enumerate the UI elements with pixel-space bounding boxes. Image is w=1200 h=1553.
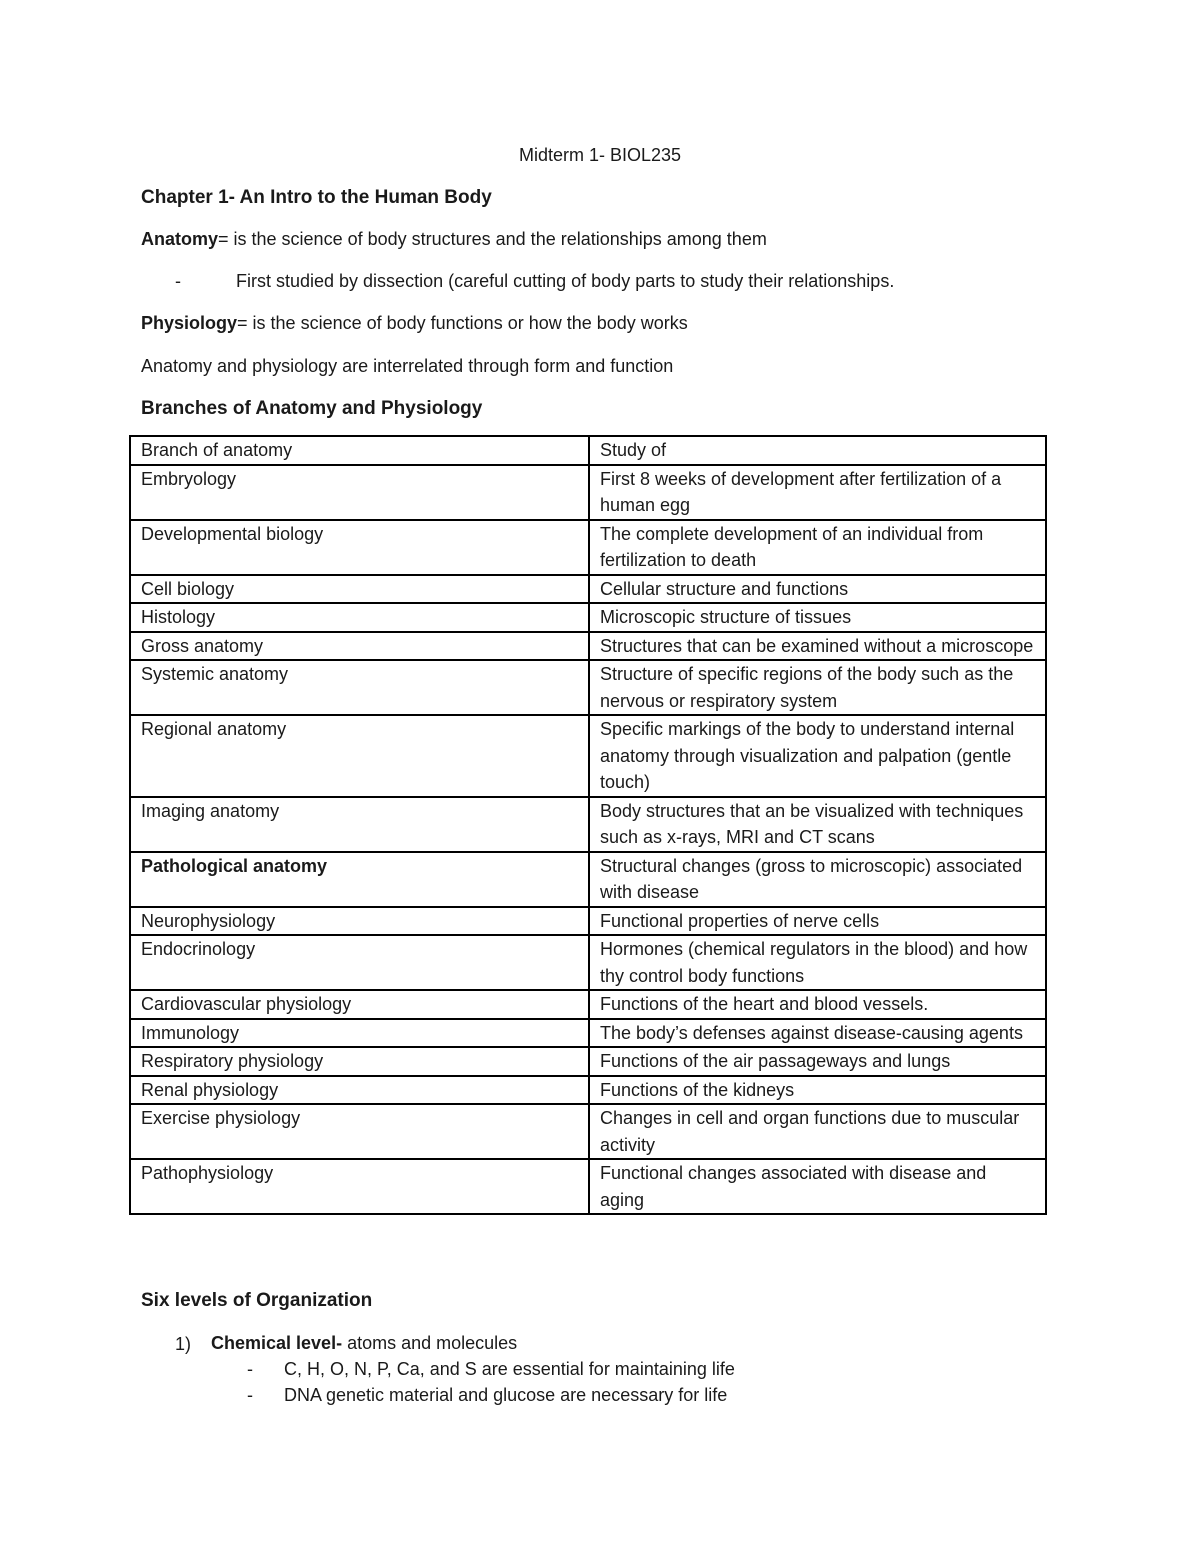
table-row [130, 1076, 1046, 1105]
study-of-cell: Structure of specific regions of the body such as the nervous or respiratory system [589, 660, 1046, 715]
study-of-cell: The complete development of an individual from fertilization to death [589, 520, 1046, 575]
branches-heading: Branches of Anatomy and Physiology [141, 398, 483, 419]
physiology-term: Physiology [141, 313, 238, 333]
branch-name-cell: Pathological anatomy [130, 852, 589, 907]
level-term: Chemical level- [211, 1333, 343, 1353]
table-row [130, 465, 1046, 520]
branch-name-cell: Endocrinology [130, 935, 589, 990]
branch-name-cell: Pathophysiology [130, 1159, 589, 1214]
study-of-cell: Microscopic structure of tissues [589, 603, 1046, 632]
branch-name-cell: Developmental biology [130, 520, 589, 575]
study-of-cell: Changes in cell and organ functions due to muscular activity [589, 1104, 1046, 1159]
physiology-def-text: = is the science of body functions or how the body works [237, 313, 688, 333]
table-row [130, 520, 1046, 575]
branch-name-cell: Respiratory physiology [130, 1047, 589, 1076]
document-title: Midterm 1- BIOL235 [518, 145, 682, 165]
anatomy-bullet [175, 271, 894, 292]
branch-name-cell: Embryology [130, 465, 589, 520]
level-bullet [247, 1359, 735, 1380]
branch-name-cell: Cell biology [130, 575, 589, 604]
physiology-definition [141, 313, 688, 334]
table-row [130, 797, 1046, 852]
anatomy-term: Anatomy [141, 229, 219, 249]
table-row [130, 575, 1046, 604]
table-row [130, 1104, 1046, 1159]
bullet-dash: - [175, 271, 181, 291]
table-header-cell: Branch of anatomy [130, 436, 589, 465]
branch-name-cell: Imaging anatomy [130, 797, 589, 852]
bullet-dash: - [247, 1385, 253, 1405]
study-of-cell: Cellular structure and functions [589, 575, 1046, 604]
anatomy-bullet-text: First studied by dissection (careful cutting of body parts to study their relationships. [236, 271, 895, 291]
branch-name-cell: Cardiovascular physiology [130, 990, 589, 1019]
branch-name-cell: Exercise physiology [130, 1104, 589, 1159]
level-number: 1) [175, 1334, 192, 1354]
table-row [130, 990, 1046, 1019]
table-row [130, 715, 1046, 797]
table-row [130, 852, 1046, 907]
table-row [130, 632, 1046, 661]
level-text: atoms and molecules [342, 1333, 518, 1353]
table-row [130, 935, 1046, 990]
branch-name-cell: Gross anatomy [130, 632, 589, 661]
study-of-cell: Functional changes associated with disease and aging [589, 1159, 1046, 1214]
branches-table [129, 435, 1047, 1215]
study-of-cell: Structural changes (gross to microscopic) associated with disease [589, 852, 1046, 907]
study-of-cell: Body structures that an be visualized with techniques such as x-rays, MRI and CT scans [589, 797, 1046, 852]
table-header-cell: Study of [589, 436, 1046, 465]
interrelated-sentence: Anatomy and physiology are interrelated through form and function [141, 356, 674, 376]
table-row [130, 660, 1046, 715]
study-of-cell: Functions of the heart and blood vessels. [589, 990, 1046, 1019]
table-row [130, 1019, 1046, 1048]
level-bullet-text: DNA genetic material and glucose are necessary for life [284, 1385, 728, 1405]
study-of-cell: Specific markings of the body to understand internal anatomy through visualization and palpation (gentle touch) [589, 715, 1046, 797]
bullet-dash: - [247, 1359, 253, 1379]
study-of-cell: Structures that can be examined without a microscope [589, 632, 1046, 661]
table-row [130, 603, 1046, 632]
study-of-cell: Functions of the air passageways and lungs [589, 1047, 1046, 1076]
table-row [130, 1047, 1046, 1076]
table-header-row [130, 436, 1046, 465]
level-bullet-text: C, H, O, N, P, Ca, and S are essential for maintaining life [284, 1359, 735, 1379]
study-of-cell: Functions of the kidneys [589, 1076, 1046, 1105]
branch-name-cell: Histology [130, 603, 589, 632]
anatomy-def-text: = is the science of body structures and the relationships among them [218, 229, 767, 249]
level-bullet [247, 1385, 727, 1406]
level-item [211, 1333, 517, 1354]
branch-name-cell: Systemic anatomy [130, 660, 589, 715]
branch-name-cell: Immunology [130, 1019, 589, 1048]
anatomy-definition [141, 229, 767, 250]
study-of-cell: First 8 weeks of development after fertilization of a human egg [589, 465, 1046, 520]
study-of-cell: Hormones (chemical regulators in the blood) and how thy control body functions [589, 935, 1046, 990]
branch-name-cell: Renal physiology [130, 1076, 589, 1105]
study-of-cell: The body’s defenses against disease-causing agents [589, 1019, 1046, 1048]
branch-name-cell: Regional anatomy [130, 715, 589, 797]
study-of-cell: Functional properties of nerve cells [589, 907, 1046, 936]
chapter-heading: Chapter 1- An Intro to the Human Body [141, 187, 492, 208]
levels-heading: Six levels of Organization [141, 1290, 373, 1311]
table-row [130, 907, 1046, 936]
branch-name-cell: Neurophysiology [130, 907, 589, 936]
table-row [130, 1159, 1046, 1214]
